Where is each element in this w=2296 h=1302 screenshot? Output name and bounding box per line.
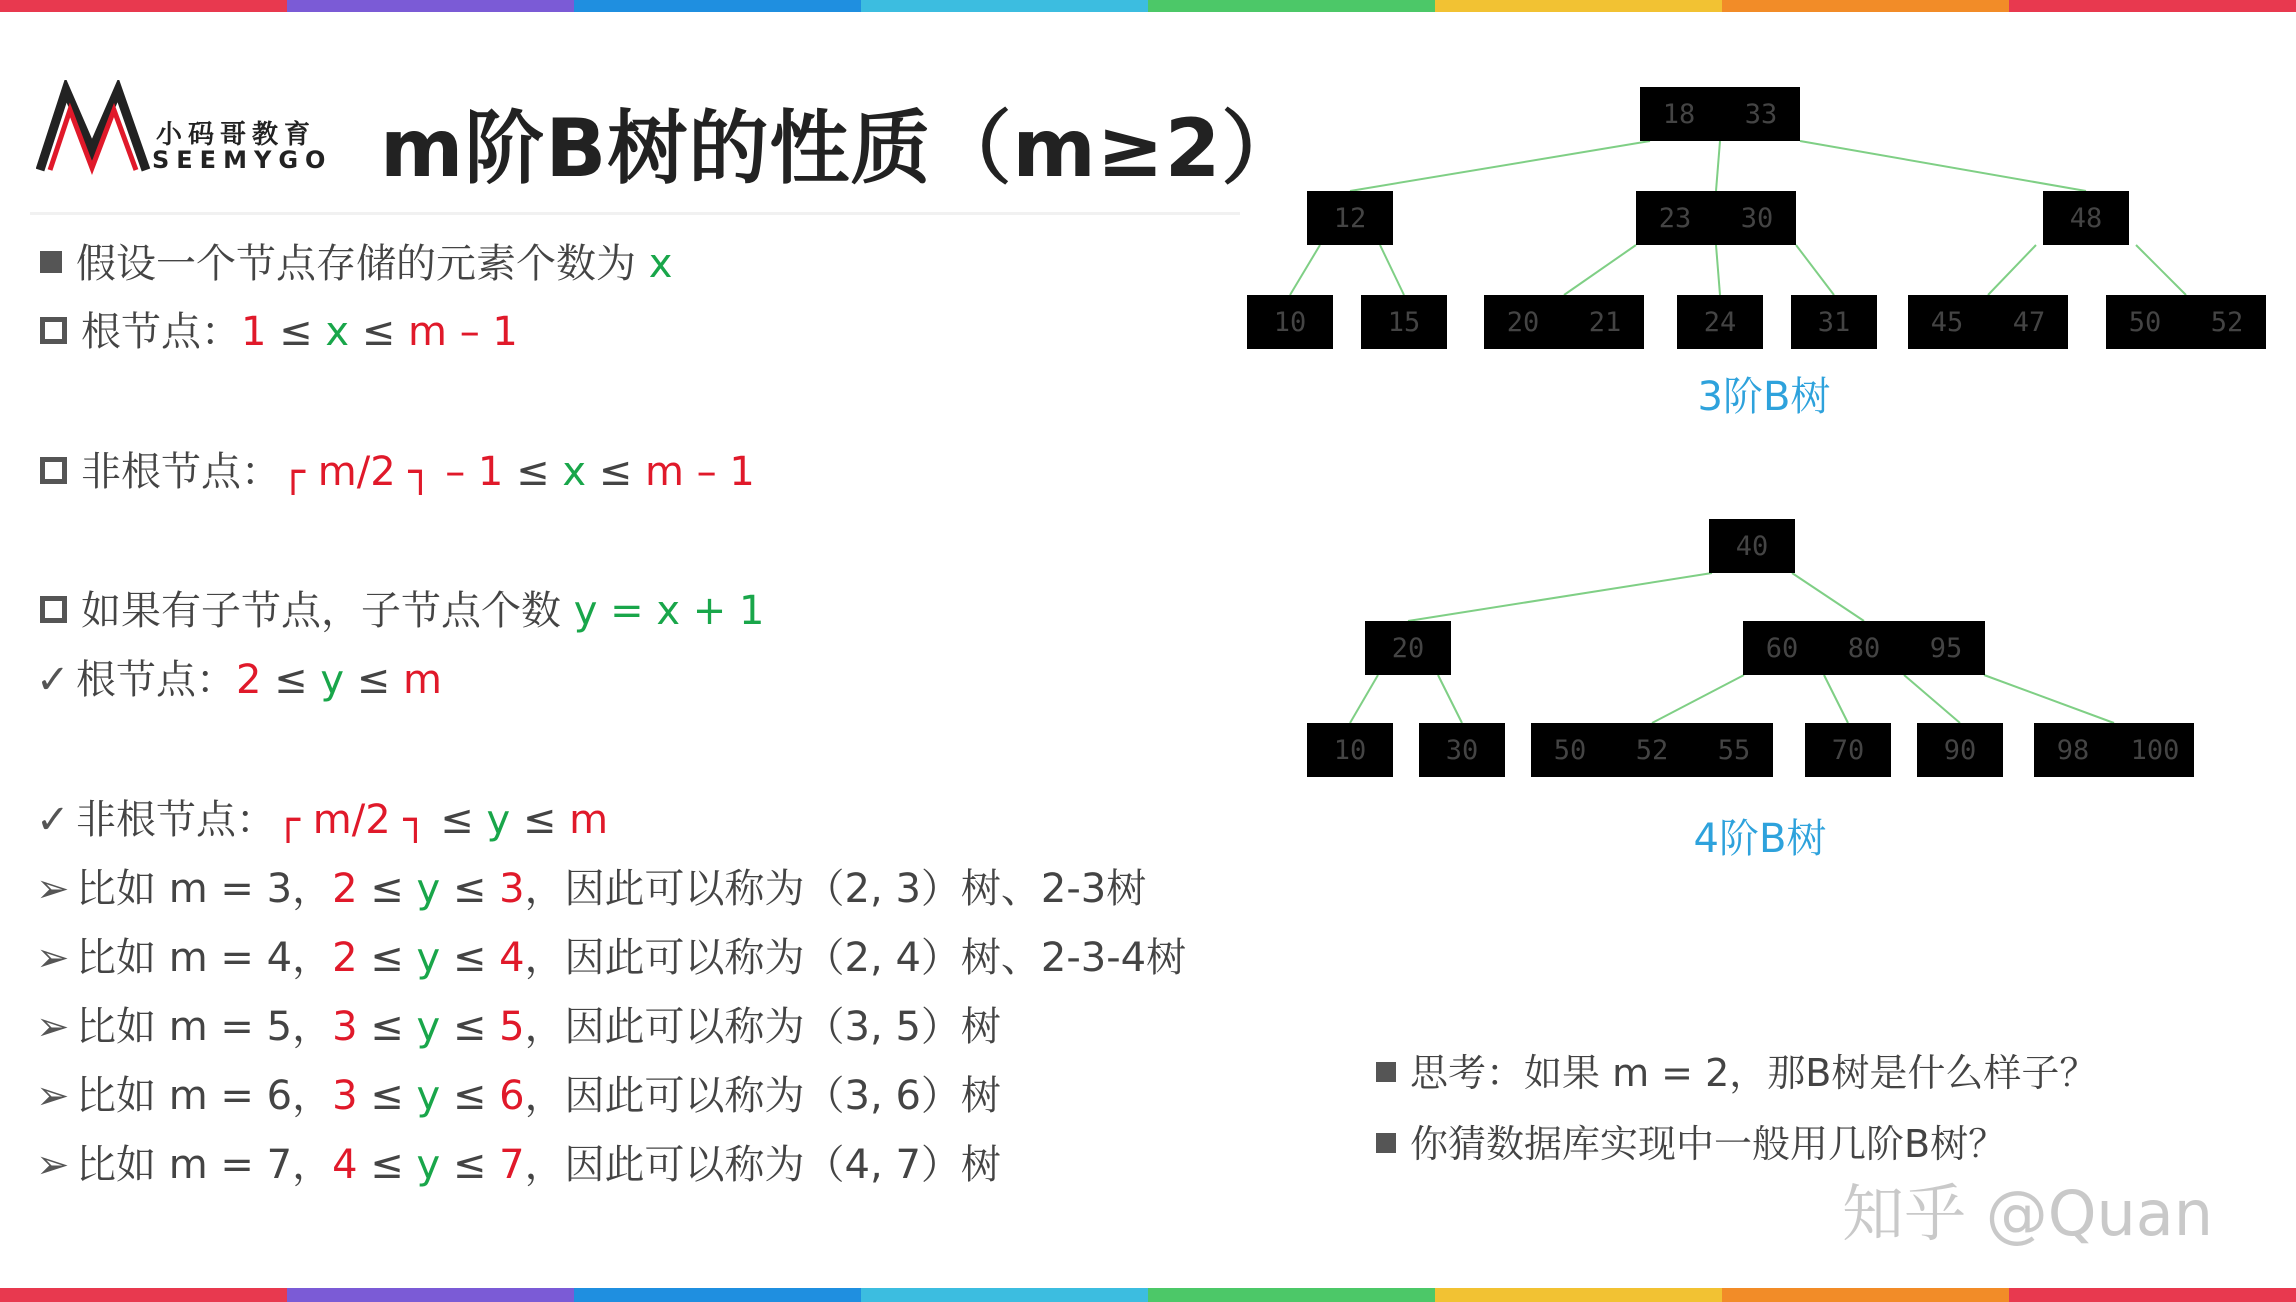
line-text: ≤ (586, 449, 645, 495)
tree-node (1307, 191, 1393, 245)
stripe-segment (861, 1288, 1148, 1302)
node-key: 100 (2130, 735, 2180, 766)
page-title: m阶B树的性质（m≥2） (380, 102, 1303, 195)
hollow-square-bullet-icon (40, 596, 67, 623)
tree-node (1636, 191, 1796, 245)
node-key: 90 (1943, 735, 1977, 766)
node-key: 70 (1831, 735, 1865, 766)
node-key: 47 (2012, 307, 2046, 338)
line-text: ≤ (357, 1142, 417, 1188)
green-term: x (562, 449, 586, 495)
red-term: 1 (241, 309, 267, 355)
node-key: 23 (1658, 203, 1692, 234)
tree-edge (1350, 141, 1650, 191)
property-line (36, 995, 1001, 1052)
tree-node (1307, 723, 1393, 777)
question-text: 思考：如果 m = 2，那B树是什么样子？ (1410, 1051, 2098, 1095)
line-text: ，因此可以称为（3, 6）树 (524, 1073, 1001, 1119)
line-text: ≤ (357, 1073, 417, 1119)
check-bullet-icon: ✓ (36, 797, 70, 843)
stripe-segment (1722, 0, 2009, 12)
tree-edge (1652, 675, 1744, 723)
line-text: 如果有子节点，子节点个数 (81, 588, 574, 634)
node-key: 20 (1391, 633, 1425, 664)
tree-node (1917, 723, 2003, 777)
green-term: y = x + 1 (573, 588, 765, 634)
zhihu-watermark: 知乎 @Quan (1842, 1177, 2214, 1250)
line-text: ≤ (440, 866, 500, 912)
red-term: m (403, 657, 442, 703)
line-text: ≤ (357, 935, 417, 981)
top-color-stripe (0, 0, 2296, 12)
property-line (36, 579, 764, 636)
line-text: 比如 m = 3， (76, 866, 333, 912)
tree-edge (1438, 675, 1462, 723)
node-key: 80 (1847, 633, 1881, 664)
green-term: y (416, 935, 441, 981)
tree-node (1361, 295, 1447, 349)
property-line (36, 1064, 1001, 1121)
line-text: ，因此可以称为（2, 3）树、2-3树 (524, 866, 1147, 912)
tree-node (1709, 519, 1795, 573)
tree-edge (1564, 245, 1636, 295)
red-term: m – 1 (408, 309, 518, 355)
stripe-segment (287, 1288, 574, 1302)
node-key: 48 (2069, 203, 2103, 234)
line-text: ≤ (357, 1004, 417, 1050)
tree-node (1419, 723, 1505, 777)
stripe-segment (1148, 1288, 1435, 1302)
hollow-square-bullet-icon (40, 457, 67, 484)
node-key: 31 (1817, 307, 1851, 338)
red-term: 5 (499, 1004, 525, 1050)
line-text: ≤ (349, 309, 409, 355)
stripe-segment (2009, 1288, 2296, 1302)
property-line (36, 300, 518, 357)
question-2 (1372, 1113, 2006, 1168)
green-term: y (486, 797, 511, 843)
stripe-segment (1148, 0, 1435, 12)
stripe-segment (287, 0, 574, 12)
tree-edge (1800, 141, 2086, 191)
stripe-segment (861, 0, 1148, 12)
stripe-segment (1435, 0, 1722, 12)
line-text: ≤ (261, 657, 321, 703)
line-text: ，因此可以称为（3, 5）树 (524, 1004, 1001, 1050)
green-term: y (416, 1004, 441, 1050)
node-key: 50 (1553, 735, 1587, 766)
stripe-segment (1722, 1288, 2009, 1302)
node-key: 30 (1740, 203, 1774, 234)
stripe-segment (574, 1288, 861, 1302)
tree-node (1791, 295, 1877, 349)
line-text: ≤ (357, 866, 417, 912)
node-key: 15 (1387, 307, 1421, 338)
line-text: ≤ (503, 449, 563, 495)
tree-edge (1350, 675, 1378, 723)
tree-node (1908, 295, 2068, 349)
line-text: 假设一个节点存储的元素个数为 (76, 241, 649, 287)
logo-text-en: SEEMYGO (152, 146, 333, 174)
line-text: 根节点： (81, 309, 241, 355)
red-term: 2 (236, 657, 262, 703)
stripe-segment (1435, 1288, 1722, 1302)
line-text: ≤ (510, 797, 570, 843)
tree-edge (1716, 141, 1720, 191)
line-text: ≤ (440, 1004, 500, 1050)
line-text: ≤ (440, 935, 500, 981)
node-key: 24 (1703, 307, 1737, 338)
tree-node (2043, 191, 2129, 245)
node-key: 55 (1717, 735, 1751, 766)
red-term: m (569, 797, 609, 843)
stripe-segment (0, 1288, 287, 1302)
property-line (36, 648, 442, 705)
tree-edge (1988, 245, 2036, 295)
tree-edge (1824, 675, 1848, 723)
line-text: 比如 m = 6， (76, 1073, 333, 1119)
tree-node (1531, 723, 1773, 777)
red-term: 4 (499, 935, 525, 981)
red-term: m – 1 (644, 449, 755, 495)
line-text: ≤ (427, 797, 487, 843)
question-text: 你猜数据库实现中一般用几阶B树？ (1410, 1122, 2007, 1166)
node-key: 95 (1929, 633, 1963, 664)
bullet-square-icon (1376, 1133, 1396, 1153)
tree-node (1677, 295, 1763, 349)
node-key: 50 (2128, 307, 2162, 338)
red-term: 2 (332, 866, 358, 912)
tree-edge (1290, 245, 1320, 295)
node-key: 21 (1588, 307, 1622, 338)
arrow-bullet-icon: ➢ (36, 935, 70, 981)
stripe-segment (2009, 0, 2296, 12)
stripe-segment (574, 0, 861, 12)
b-tree-diagrams (1240, 80, 2296, 880)
green-term: y (416, 866, 441, 912)
red-term: 6 (499, 1073, 525, 1119)
stripe-segment (0, 0, 287, 12)
red-term: 3 (499, 866, 525, 912)
line-text: 比如 m = 5， (76, 1004, 333, 1050)
tree-edge (1792, 573, 1864, 621)
tree-node (1365, 621, 1451, 675)
bottom-color-stripe (0, 1288, 2296, 1302)
node-key: 40 (1735, 531, 1769, 562)
line-text: 根节点： (76, 657, 236, 703)
node-key: 30 (1445, 735, 1479, 766)
tree-caption: 3阶B树 (1697, 374, 1831, 420)
logo-text-cn: 小码哥教育 (156, 120, 317, 150)
tree-edge (1904, 675, 1960, 723)
node-key: 33 (1744, 99, 1778, 130)
node-key: 60 (1765, 633, 1799, 664)
green-term: x (325, 309, 350, 355)
line-text: ≤ (440, 1073, 500, 1119)
line-text: 非根节点： (81, 449, 281, 495)
tree-node (1805, 723, 1891, 777)
property-line (36, 1133, 1001, 1190)
property-line (36, 857, 1146, 914)
line-text: ≤ (266, 309, 326, 355)
tree-edge (1796, 245, 1834, 295)
tree-edge (1716, 245, 1720, 295)
tree-edge (1984, 675, 2114, 723)
tree-node (1640, 87, 1800, 141)
red-term: 3 (332, 1004, 358, 1050)
line-text: 非根节点： (76, 797, 276, 843)
node-key: 10 (1333, 735, 1367, 766)
node-key: 12 (1333, 203, 1367, 234)
filled-square-bullet-icon (40, 251, 62, 273)
red-term: 2 (332, 935, 358, 981)
line-text: ≤ (344, 657, 404, 703)
tree-edge (2136, 245, 2186, 295)
green-term: y (416, 1073, 441, 1119)
hollow-square-bullet-icon (40, 317, 67, 344)
tree-node (1247, 295, 1333, 349)
node-key: 45 (1930, 307, 1964, 338)
line-text: 比如 m = 7， (76, 1142, 333, 1188)
tree-node (1484, 295, 1644, 349)
arrow-bullet-icon: ➢ (36, 866, 70, 912)
tree-caption: 4阶B树 (1693, 816, 1827, 862)
tree-node (1743, 621, 1985, 675)
node-key: 52 (1635, 735, 1669, 766)
property-line (36, 440, 755, 497)
property-line (36, 232, 672, 289)
line-text: ≤ (440, 1142, 500, 1188)
node-key: 20 (1506, 307, 1540, 338)
green-term: y (416, 1142, 441, 1188)
red-term: 3 (332, 1073, 358, 1119)
line-text: 比如 m = 4， (76, 935, 333, 981)
tree-edge (1380, 245, 1404, 295)
green-term: x (648, 241, 673, 287)
title-divider (30, 212, 1240, 215)
node-key: 18 (1662, 99, 1696, 130)
property-line (36, 788, 608, 845)
green-term: y (320, 657, 345, 703)
arrow-bullet-icon: ➢ (36, 1073, 70, 1119)
tree-edge (1408, 573, 1712, 621)
node-key: 52 (2210, 307, 2244, 338)
arrow-bullet-icon: ➢ (36, 1142, 70, 1188)
tree-node (2034, 723, 2194, 777)
check-bullet-icon: ✓ (36, 657, 70, 703)
red-term: 7 (499, 1142, 525, 1188)
property-line (36, 926, 1186, 983)
bullet-square-icon (1376, 1062, 1396, 1082)
arrow-bullet-icon: ➢ (36, 1004, 70, 1050)
node-key: 98 (2056, 735, 2090, 766)
node-key: 10 (1273, 307, 1307, 338)
question-1 (1372, 1042, 2097, 1097)
red-term: ┌ m/2 ┐ – 1 (281, 449, 504, 495)
red-term: 4 (332, 1142, 358, 1188)
line-text: ，因此可以称为（4, 7）树 (524, 1142, 1001, 1188)
tree-node (2106, 295, 2266, 349)
red-term: ┌ m/2 ┐ (276, 797, 428, 843)
line-text: ，因此可以称为（2, 4）树、2-3-4树 (524, 935, 1187, 981)
